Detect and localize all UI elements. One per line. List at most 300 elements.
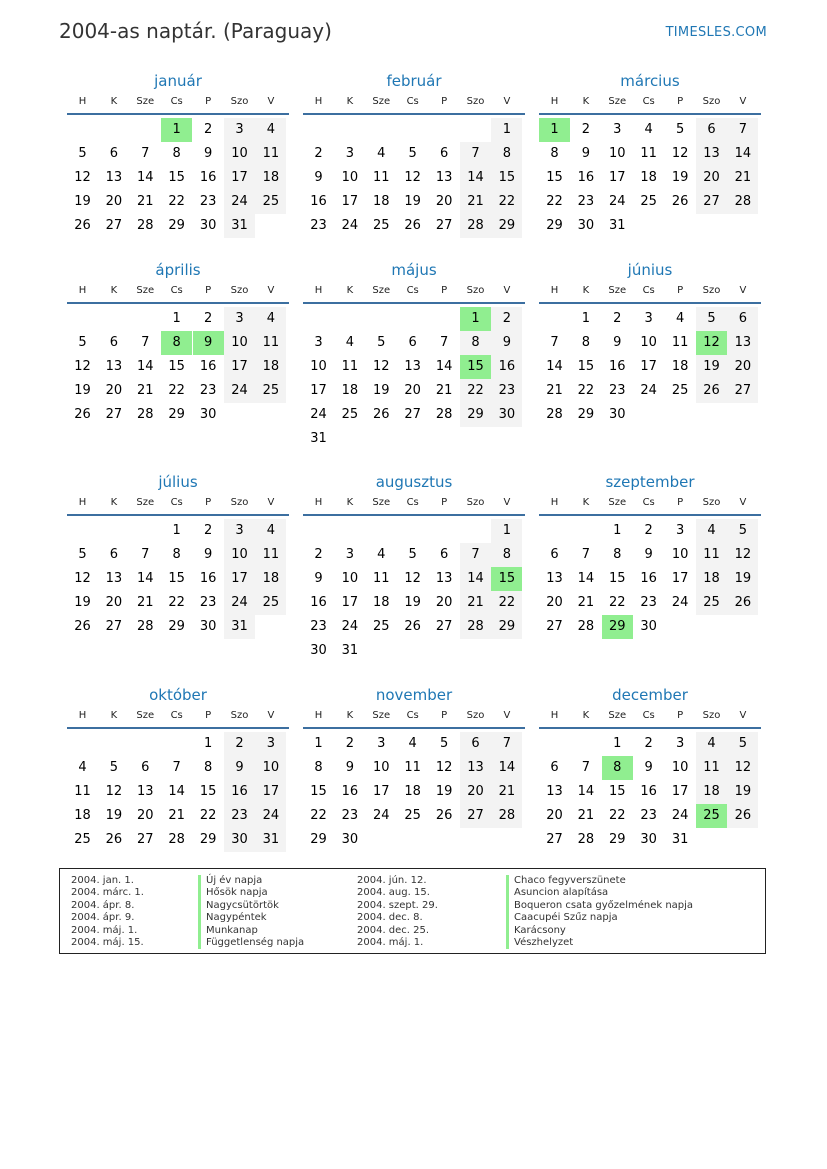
weekday-header (67, 710, 289, 726)
day-cell: 22 (546, 194, 563, 209)
header-divider (539, 302, 761, 304)
day-cell: 12 (74, 359, 91, 374)
day-cell: 19 (696, 355, 727, 379)
weekday-header (303, 710, 525, 726)
day-cell: 16 (341, 784, 359, 799)
day-cell: 15 (168, 571, 185, 586)
day-cell: 7 (439, 335, 449, 350)
day-cell: 11 (671, 335, 689, 350)
legend-holiday-name: Munkanap (198, 925, 304, 937)
day-cell: 6 (109, 335, 119, 350)
weekday-label: Szo (230, 96, 249, 107)
day-cell: 21 (491, 780, 522, 804)
header-divider (539, 727, 761, 729)
day-cell: 30 (199, 619, 217, 634)
day-cell: 12 (74, 571, 91, 586)
day-cell: 17 (255, 780, 286, 804)
day-cell: 27 (435, 619, 453, 634)
month-block (67, 72, 289, 272)
day-cell: 17 (609, 170, 626, 185)
day-cell: 21 (137, 194, 154, 209)
day-cell: 30 (224, 828, 255, 852)
legend-holiday-name: Nagycsütörtök (198, 900, 304, 912)
day-cell: 4 (255, 307, 286, 331)
day-cell: 26 (74, 218, 91, 233)
day-cell: 23 (640, 595, 657, 610)
day-cell: 7 (581, 547, 591, 562)
day-cell: 19 (74, 383, 91, 398)
day-cell: 1 (172, 523, 181, 538)
weekday-label: V (267, 710, 275, 721)
day-cell: 24 (341, 218, 359, 233)
day-cell: 20 (460, 780, 491, 804)
day-cell: 26 (671, 194, 689, 209)
holiday-day-cell: 15 (491, 567, 522, 591)
day-cell: 28 (577, 832, 595, 847)
day-cell: 14 (577, 784, 595, 799)
weekday-header (539, 96, 761, 112)
weekday-label: Cs (642, 285, 655, 296)
day-cell: 21 (577, 808, 595, 823)
day-cell: 26 (696, 379, 727, 403)
weekday-label: Szo (466, 285, 485, 296)
legend-holiday-name: Boqueron csata győzelmének napja (506, 900, 693, 912)
day-cell: 18 (671, 359, 689, 374)
day-cell: 2 (491, 307, 522, 331)
day-cell: 29 (168, 619, 185, 634)
holiday-legend (59, 868, 766, 954)
day-cell: 28 (546, 407, 563, 422)
weekday-label: Szo (466, 96, 485, 107)
day-cell: 23 (199, 383, 217, 398)
weekday-label: H (78, 710, 87, 721)
header-divider (539, 113, 761, 115)
day-cell: 21 (460, 591, 491, 615)
month-name: szeptember (605, 473, 695, 491)
day-cell: 4 (255, 118, 286, 142)
legend-date: 2004. ápr. 8. (71, 899, 135, 911)
day-cell: 24 (224, 591, 255, 615)
day-cell: 14 (546, 359, 563, 374)
day-cell: 6 (109, 547, 119, 562)
day-cell: 17 (224, 355, 255, 379)
day-cell: 31 (224, 214, 255, 238)
day-cell: 23 (199, 194, 217, 209)
day-cell: 19 (74, 595, 91, 610)
legend-holiday-name: Új év napja (198, 875, 304, 887)
day-cell: 4 (377, 146, 386, 161)
weekday-label: K (346, 285, 354, 296)
day-cell: 11 (404, 760, 421, 775)
month-block (303, 473, 525, 673)
month-block (303, 261, 525, 461)
legend-dates-left (71, 875, 144, 949)
month-block (539, 261, 761, 461)
day-cell: 8 (314, 760, 323, 775)
legend-date: 2004. máj. 1. (71, 924, 138, 936)
day-cell: 7 (550, 335, 559, 350)
day-cell: 26 (404, 218, 421, 233)
legend-holiday-name: Asuncion alapítása (506, 887, 693, 899)
day-cell: 22 (577, 383, 595, 398)
day-cell: 1 (613, 736, 622, 751)
weekday-label: Szo (702, 710, 721, 721)
day-cell: 8 (203, 760, 213, 775)
day-cell: 3 (345, 146, 355, 161)
legend-date: 2004. dec. 25. (357, 924, 430, 936)
day-cell: 29 (577, 407, 595, 422)
header-divider (67, 302, 289, 304)
month-block (67, 686, 289, 886)
day-cell: 3 (224, 118, 255, 142)
day-cell: 1 (172, 311, 181, 326)
weekday-label: V (267, 285, 275, 296)
day-cell: 23 (609, 383, 626, 398)
legend-holiday-name: Nagypéntek (198, 912, 304, 924)
weekday-label: Cs (406, 710, 419, 721)
day-cell: 12 (74, 170, 91, 185)
day-cell: 17 (640, 359, 657, 374)
day-cell: 9 (644, 547, 653, 562)
day-cell: 29 (491, 214, 522, 238)
header-divider (303, 727, 525, 729)
day-cell: 14 (137, 170, 154, 185)
day-cell: 11 (696, 756, 727, 780)
day-cell: 6 (550, 760, 559, 775)
month-name: július (158, 473, 198, 491)
day-cell: 16 (491, 355, 522, 379)
day-cell: 23 (310, 619, 327, 634)
day-cell: 9 (224, 756, 255, 780)
day-cell: 15 (546, 170, 563, 185)
day-cell: 6 (460, 732, 491, 756)
day-cell: 30 (199, 407, 217, 422)
day-cell: 10 (373, 760, 390, 775)
legend-names-left (198, 875, 304, 949)
legend-names-right (506, 875, 693, 949)
weekday-label: K (582, 497, 590, 508)
day-cell: 27 (105, 407, 123, 422)
header-divider (539, 514, 761, 516)
weekday-header (539, 497, 761, 513)
day-cell: 27 (105, 619, 123, 634)
weekday-label: H (550, 285, 559, 296)
day-cell: 14 (460, 567, 491, 591)
weekday-label: V (739, 285, 747, 296)
day-cell: 28 (137, 619, 154, 634)
day-cell: 22 (609, 808, 626, 823)
day-cell: 18 (74, 808, 91, 823)
day-cell: 18 (373, 194, 390, 209)
day-cell: 13 (546, 784, 563, 799)
day-cell: 6 (439, 146, 449, 161)
day-cell: 24 (341, 619, 359, 634)
weekday-label: P (441, 285, 448, 296)
day-cell: 18 (341, 383, 359, 398)
day-cell: 20 (435, 194, 453, 209)
holiday-day-cell: 9 (193, 331, 224, 355)
day-cell: 7 (172, 760, 181, 775)
day-cell: 14 (460, 166, 491, 190)
day-cell: 21 (137, 595, 154, 610)
day-cell: 29 (310, 832, 327, 847)
weekday-header (67, 497, 289, 513)
day-cell: 22 (491, 591, 522, 615)
day-cell: 8 (460, 331, 491, 355)
holiday-day-cell: 15 (460, 355, 491, 379)
day-cell: 5 (675, 122, 685, 137)
day-cell: 26 (74, 407, 91, 422)
day-cell: 29 (168, 407, 185, 422)
day-cell: 4 (696, 732, 727, 756)
day-cell: 17 (671, 571, 689, 586)
day-cell: 19 (727, 780, 758, 804)
day-cell: 9 (314, 571, 323, 586)
weekday-label: Sze (608, 710, 627, 721)
day-cell: 7 (141, 146, 150, 161)
weekday-label: Sze (136, 710, 155, 721)
day-cell: 22 (168, 194, 185, 209)
day-cell: 15 (491, 166, 522, 190)
day-cell: 20 (105, 383, 123, 398)
day-cell: 24 (224, 379, 255, 403)
month-block (539, 473, 761, 673)
header-divider (303, 302, 525, 304)
day-cell: 27 (696, 190, 727, 214)
day-cell: 23 (310, 218, 327, 233)
day-cell: 2 (203, 523, 213, 538)
legend-holiday-name: Karácsony (506, 925, 693, 937)
day-cell: 8 (613, 547, 622, 562)
day-cell: 13 (404, 359, 421, 374)
weekday-label: K (582, 285, 590, 296)
day-cell: 5 (408, 547, 417, 562)
day-cell: 27 (546, 619, 563, 634)
weekday-label: Cs (170, 710, 183, 721)
day-cell: 31 (310, 431, 327, 446)
day-cell: 6 (727, 307, 758, 331)
weekday-label: Szo (702, 96, 721, 107)
weekday-label: Sze (608, 497, 627, 508)
day-cell: 11 (373, 170, 390, 185)
day-cell: 5 (78, 547, 87, 562)
day-cell: 10 (224, 142, 255, 166)
month-name: március (620, 72, 680, 90)
weekday-label: Szo (702, 497, 721, 508)
legend-holiday-name: Függetlenség napja (198, 937, 304, 949)
day-cell: 27 (460, 804, 491, 828)
day-cell: 12 (373, 359, 390, 374)
site-logo-link[interactable]: TIMESLES.COM (665, 25, 767, 40)
day-cell: 19 (404, 194, 421, 209)
day-cell: 13 (435, 170, 453, 185)
day-cell: 2 (314, 146, 323, 161)
day-cell: 4 (644, 122, 653, 137)
weekday-label: P (205, 497, 212, 508)
weekday-label: K (110, 285, 118, 296)
weekday-label: Szo (230, 285, 249, 296)
day-cell: 5 (439, 736, 449, 751)
holiday-day-cell: 1 (539, 118, 570, 142)
day-cell: 24 (373, 808, 390, 823)
weekday-label: Sze (372, 710, 391, 721)
day-cell: 1 (491, 118, 522, 142)
month-name: január (154, 72, 202, 90)
weekday-label: V (739, 96, 747, 107)
day-cell: 25 (671, 383, 689, 398)
day-cell: 3 (224, 307, 255, 331)
day-cell: 10 (341, 170, 359, 185)
legend-date: 2004. szept. 29. (357, 899, 438, 911)
day-cell: 20 (404, 383, 421, 398)
day-cell: 19 (373, 383, 390, 398)
day-cell: 21 (727, 166, 758, 190)
weekday-label: Cs (170, 96, 183, 107)
day-cell: 12 (404, 170, 421, 185)
day-cell: 8 (172, 146, 181, 161)
legend-holiday-name: Chaco fegyverszünete (506, 875, 693, 887)
legend-date: 2004. máj. 15. (71, 936, 144, 948)
day-cell: 10 (341, 571, 359, 586)
day-cell: 6 (141, 760, 150, 775)
weekday-label: Szo (230, 710, 249, 721)
day-cell: 15 (609, 784, 626, 799)
day-cell: 5 (78, 146, 87, 161)
day-cell: 26 (105, 832, 123, 847)
weekday-label: P (205, 96, 212, 107)
day-cell: 23 (640, 808, 657, 823)
weekday-label: H (550, 96, 559, 107)
day-cell: 29 (199, 832, 217, 847)
month-name: június (627, 261, 673, 279)
day-cell: 31 (341, 643, 359, 658)
day-cell: 24 (609, 194, 626, 209)
day-cell: 14 (137, 571, 154, 586)
day-cell: 14 (491, 756, 522, 780)
page-title: 2004-as naptár. (Paraguay) (59, 19, 332, 43)
day-cell: 14 (137, 359, 154, 374)
day-cell: 18 (404, 784, 421, 799)
day-cell: 28 (137, 407, 154, 422)
day-cell: 8 (172, 547, 181, 562)
holiday-day-cell: 12 (696, 331, 727, 355)
day-cell: 30 (640, 832, 657, 847)
day-cell: 11 (640, 146, 657, 161)
legend-dates-right (357, 875, 438, 949)
weekday-label: Cs (170, 285, 183, 296)
weekday-label: P (205, 710, 212, 721)
day-cell: 24 (671, 595, 689, 610)
day-cell: 3 (377, 736, 386, 751)
day-cell: 28 (460, 615, 491, 639)
day-cell: 17 (341, 194, 359, 209)
month-block (539, 686, 761, 886)
day-cell: 3 (314, 335, 323, 350)
day-cell: 22 (168, 383, 185, 398)
day-cell: 13 (546, 571, 563, 586)
day-cell: 3 (675, 523, 685, 538)
weekday-label: V (503, 710, 511, 721)
weekday-label: H (78, 285, 87, 296)
day-cell: 28 (435, 407, 453, 422)
day-cell: 4 (78, 760, 87, 775)
legend-date: 2004. márc. 1. (71, 887, 144, 899)
day-cell: 2 (203, 122, 213, 137)
day-cell: 22 (310, 808, 327, 823)
weekday-label: K (110, 497, 118, 508)
day-cell: 26 (435, 808, 453, 823)
day-cell: 3 (345, 547, 355, 562)
day-cell: 24 (224, 190, 255, 214)
day-cell: 11 (373, 571, 390, 586)
day-cell: 25 (74, 832, 91, 847)
day-cell: 25 (255, 591, 286, 615)
day-cell: 28 (727, 190, 758, 214)
weekday-label: Cs (406, 96, 419, 107)
day-cell: 25 (404, 808, 421, 823)
weekday-label: H (550, 710, 559, 721)
day-cell: 20 (546, 595, 563, 610)
day-cell: 17 (373, 784, 390, 799)
day-cell: 28 (137, 218, 154, 233)
day-cell: 4 (675, 311, 685, 326)
day-cell: 31 (255, 828, 286, 852)
day-cell: 13 (696, 142, 727, 166)
day-cell: 19 (105, 808, 123, 823)
day-cell: 8 (491, 543, 522, 567)
day-cell: 27 (546, 832, 563, 847)
weekday-label: H (314, 285, 323, 296)
weekday-label: V (503, 497, 511, 508)
day-cell: 16 (640, 571, 657, 586)
day-cell: 10 (671, 547, 689, 562)
day-cell: 16 (310, 194, 327, 209)
header-divider (303, 514, 525, 516)
day-cell: 16 (199, 170, 217, 185)
weekday-label: Cs (642, 497, 655, 508)
weekday-label: Szo (466, 710, 485, 721)
day-cell: 25 (373, 218, 390, 233)
day-cell: 20 (105, 194, 123, 209)
month-name: december (612, 686, 688, 704)
day-cell: 9 (644, 760, 653, 775)
day-cell: 30 (491, 403, 522, 427)
day-cell: 16 (199, 571, 217, 586)
weekday-label: K (110, 710, 118, 721)
day-cell: 9 (203, 146, 213, 161)
day-cell: 25 (255, 190, 286, 214)
day-cell: 6 (696, 118, 727, 142)
weekday-header (303, 497, 525, 513)
day-cell: 14 (577, 571, 595, 586)
day-cell: 27 (404, 407, 421, 422)
holiday-day-cell: 25 (696, 804, 727, 828)
day-cell: 27 (105, 218, 123, 233)
day-cell: 5 (408, 146, 417, 161)
day-cell: 10 (310, 359, 327, 374)
day-cell: 25 (341, 407, 359, 422)
day-cell: 2 (224, 732, 255, 756)
day-cell: 31 (671, 832, 689, 847)
day-cell: 1 (581, 311, 591, 326)
day-cell: 15 (577, 359, 595, 374)
legend-date: 2004. aug. 15. (357, 887, 430, 899)
day-cell: 1 (491, 519, 522, 543)
weekday-label: K (346, 710, 354, 721)
day-cell: 26 (74, 619, 91, 634)
weekday-label: H (314, 710, 323, 721)
month-name: április (155, 261, 201, 279)
